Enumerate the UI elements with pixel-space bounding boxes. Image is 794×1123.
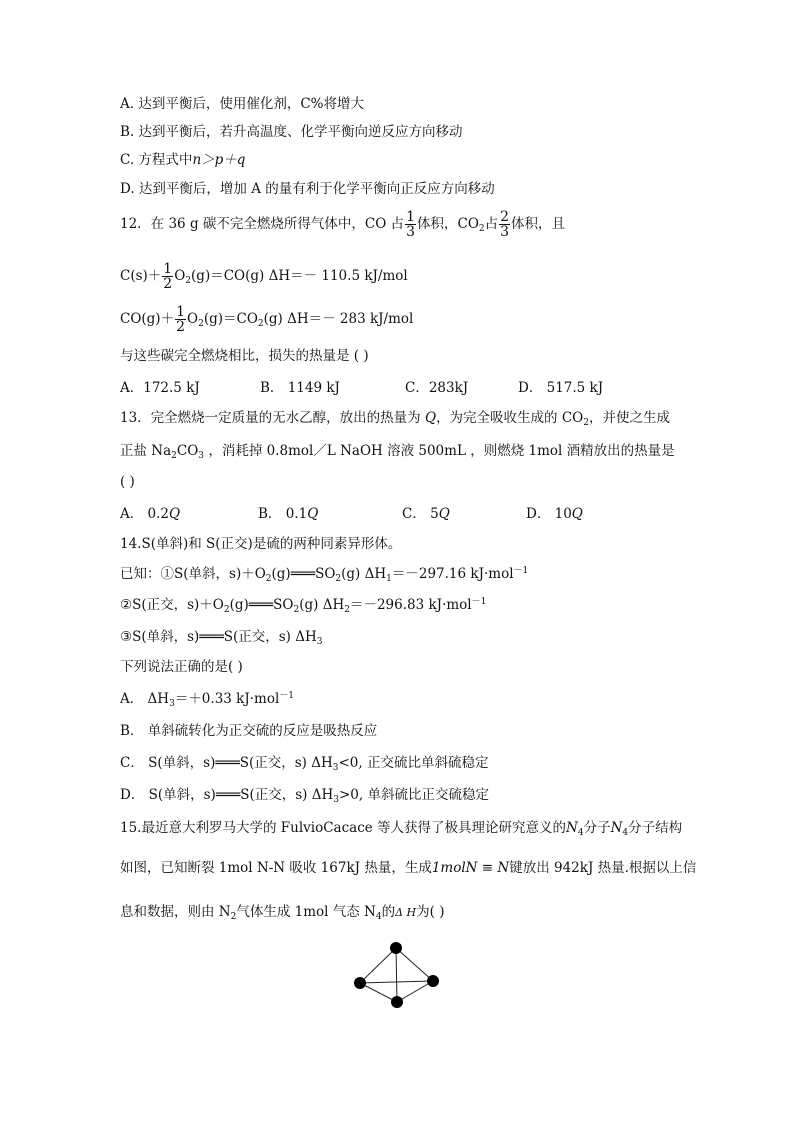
q12-fraction-two-thirds: $\frac{2}{3}$ [500, 209, 510, 240]
q12-question: 与这些碳完全燃烧相比，损失的热量是 ( ) [120, 348, 369, 364]
q12-stem-a: 12．在 36 g 碳不完全燃烧所得气体中，CO 占 [120, 216, 405, 232]
n-atom-top [390, 942, 402, 954]
q11-option-b: B. 达到平衡后，若升高温度、化学平衡向逆反应方向移动 [120, 124, 463, 140]
q12-option-c: C．283kJ [405, 380, 469, 396]
q11-option-c-text: C. 方程式中 [120, 152, 193, 168]
q12-options [120, 380, 603, 396]
q13-options [120, 506, 583, 522]
q13-option-b: B． 0.1Q [258, 506, 319, 522]
q12-option-b: B． 1149 kJ [260, 380, 340, 396]
q15-line-1: 15.最近意大利罗马大学的 FulvioCacace 等人获得了极具理论研究意义的$N_4$分子$N_4$分子结构 [120, 820, 683, 838]
q11-option-c-math: n＞p＋q [192, 152, 246, 168]
q12-equation-1: C(s)＋ $\frac{1}{2}$ $O_2(g)=CO(g)$ ΔH＝－ 110.5 kJ/mol [120, 261, 408, 292]
q12-option-d: D． 517.5 kJ [518, 380, 604, 396]
q13-option-c: C． 5Q [402, 506, 450, 522]
bond-left-bottom [360, 983, 397, 1002]
bond-right-bottom [397, 981, 433, 1002]
q13-option-a: A． 0.2Q [120, 506, 181, 522]
q12-fraction-one-third: $\frac{1}{3}$ [406, 209, 415, 240]
q14-equation-1: 已知：①S(单斜，$s)+O_2(g)═══SO_2(g)$ $\Delta H_1=-297.16$ kJ·mol$^{-1}$ [120, 566, 529, 584]
n-atom-right [427, 975, 439, 987]
q13-line-2: 正盐 $Na_2CO_3$ ，消耗掉 0.8mol／L NaOH 溶液 500mL ，则燃烧 1mol 酒精放出的热量是 [120, 443, 675, 461]
bond-top-right [396, 948, 433, 981]
q14-option-a: A． $\Delta H_3=+0.33$ kJ·mol$^{-1}$ [120, 691, 295, 709]
q13-option-d: D． 10Q [526, 506, 583, 522]
q12-half-fraction: $\frac{1}{2}$ [163, 261, 173, 292]
q12-stem-b: 体积，CO [416, 216, 479, 232]
q13-line-3: ( ) [120, 474, 135, 490]
q15-line-2: 如图，已知断裂 1mol N-N 吸收 167kJ 热量，生成1molN ≡ N键放出 942kJ 热量.根据以上信 [120, 860, 697, 876]
n4-tetrahedron-diagram [350, 938, 440, 1014]
q12-option-a: A．172.5 kJ [120, 380, 200, 396]
q13-line-1: 13．完全燃烧一定质量的无水乙醇，放出的热量为 Q，为完全吸收生成的 $CO_2$，并使之生成 [120, 410, 670, 428]
q12-equation-2: CO(g)＋ $\frac{1}{2}$ $O_2(g)=CO_2(g)$ ΔH＝－ 283 kJ/mol [120, 304, 414, 335]
n-atom-left [354, 977, 366, 989]
q14-option-c: C． S(单斜，s)═══S(正交，s) $\Delta H_3<0$, 正交硫比单斜硫稳定 [120, 755, 489, 773]
q12-stem-d: 体积，且 [511, 216, 566, 232]
q14-question: 下列说法正确的是( ) [120, 659, 243, 675]
q11-option-c [120, 152, 245, 168]
q14-title: 14.S(单斜)和 S(正交)是硫的两种同素异形体。 [120, 536, 402, 552]
q14-option-d: D． S(单斜，s)═══S(正交，s) $\Delta H_3>0$, 单斜硫比正交硫稳定 [120, 787, 489, 805]
q15-line-3: 息和数据，则由 $N_2$气体生成 1mol 气态 $N_4$的Δ H为( ) [120, 904, 445, 922]
q12-half-fraction-2: $\frac{1}{2}$ [176, 304, 185, 335]
q14-option-b: B． 单斜硫转化为正交硫的反应是吸热反应 [120, 723, 378, 739]
q11-option-a: A. 达到平衡后，使用催化剂，C%将增大 [120, 96, 364, 112]
q14-equation-3: ③S(单斜，s)═══S(正交，s) $\Delta H_3$ [120, 629, 323, 647]
q11-option-d: D. 达到平衡后，增加 A 的量有利于化学平衡向正反应方向移动 [120, 181, 495, 197]
n-atom-bottom [391, 996, 403, 1008]
q15-triple-bond: 1molN ≡ N [431, 860, 510, 876]
q12-stem: 12．在 36 g 碳不完全燃烧所得气体中，CO 占 $\frac{1}{3}$ 体积，$CO_2$占 $\frac{2}{3}$ 体积，且 [120, 209, 566, 240]
q14-equation-2: ②S(正交，$s)+O_2(g)═══SO_2(g)$ $\Delta H_2=-296.83$ kJ·mol$^{-1}$ [120, 597, 487, 615]
bond-top-left [360, 948, 396, 983]
bond-top-bottom [396, 948, 397, 1002]
